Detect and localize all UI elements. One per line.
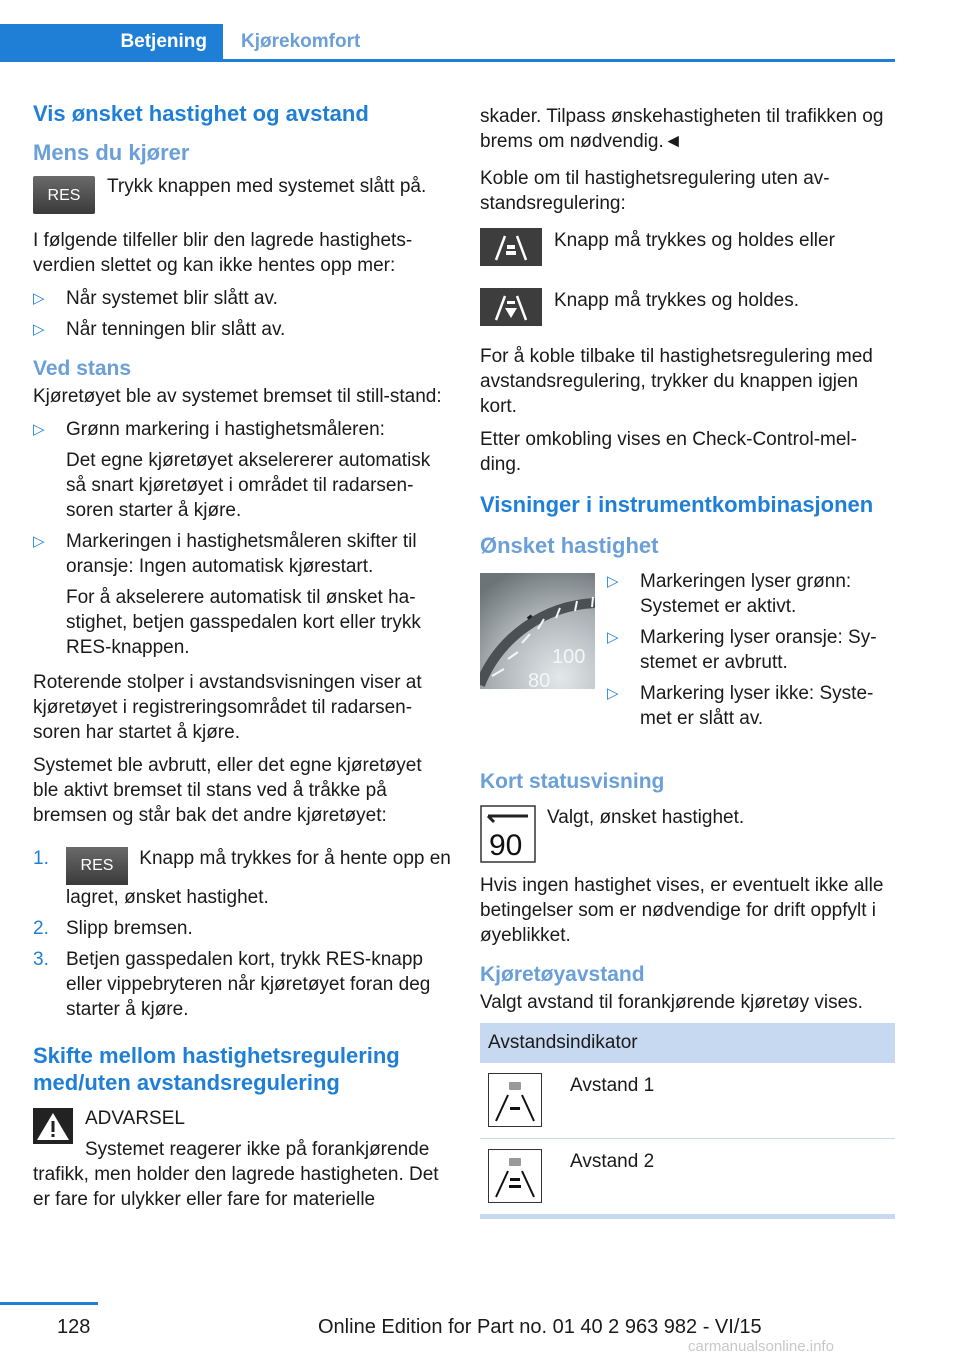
header-rule: [223, 59, 895, 62]
status-row: [480, 805, 895, 861]
list-item: [33, 529, 451, 660]
list-item: ▷ Når tenningen blir slått av.: [33, 317, 451, 342]
heading-visninger: Visninger i instrumentkombinasjonen: [480, 492, 874, 517]
speedo-label-100: 100: [552, 646, 586, 668]
table-header: Avstandsindikator: [480, 1023, 895, 1063]
para-koble: Koble om til hastighetsregulering uten av-standsregulering:: [480, 168, 830, 214]
res-button-text: Trykk knappen med systemet slått på.: [107, 176, 427, 197]
page-number: 128: [57, 1316, 91, 1338]
heading-skifte: Skifte mellom hastighetsregulering med/uten avstandsregulering: [33, 1043, 400, 1095]
distance-2-icon: [488, 1149, 542, 1203]
list-slettet: [33, 286, 451, 342]
footer-rule: [0, 1302, 98, 1305]
list-item-main: ▷ Markeringen i hastighetsmåleren skifter til oransje: Ingen automatisk kjørestart.: [66, 531, 417, 577]
list-markering: [607, 569, 895, 737]
acc-button-icon: [480, 288, 542, 326]
para-stans: Kjøretøyet ble av systemet bremset til still-stand:: [33, 386, 442, 407]
list-item: ▷ Markering lyser oransje: Sy-stemet er avbrutt.: [607, 625, 895, 675]
heading-mens-du-kjorer: Mens du kjører: [33, 140, 190, 165]
para-valgt: Valgt avstand til forankjørende kjøretøy vises.: [480, 992, 863, 1013]
acc-button-row-2: [480, 288, 895, 328]
step-number: 2.: [33, 918, 49, 939]
status-text: Valgt, ønsket hastighet.: [547, 807, 745, 828]
acc-button-text-1: Knapp må trykkes og holdes eller: [554, 230, 835, 251]
step-number: 3.: [33, 949, 49, 970]
tab-kjorekomfort[interactable]: Kjørekomfort: [241, 31, 361, 52]
steps-list: [33, 846, 451, 1022]
watermark: carmanualsonline.info: [688, 1338, 834, 1355]
tab-betjening-label: Betjening: [120, 31, 207, 52]
res-button-icon: RES: [66, 847, 128, 885]
list-item: ▷ Markeringen lyser grønn: Systemet er aktivt.: [607, 569, 895, 619]
list-item: ▷ Markering lyser ikke: Syste-met er slått av.: [607, 681, 895, 731]
edition-text: Online Edition for Part no. 01 40 2 963 982 - VI/15: [318, 1316, 762, 1338]
step-item: [33, 947, 451, 1022]
warning-text: Systemet reagerer ikke på forankjørende trafikk, men holder den lagrede hastigheten. Det er fare for ulykker eller fare for materielle: [33, 1139, 439, 1210]
distance-1-icon: [488, 1073, 542, 1127]
acc-button-icon: [480, 228, 542, 266]
speedo-section: [480, 569, 895, 747]
warning-title: ADVARSEL: [85, 1108, 185, 1129]
para-hvis: Hvis ingen hastighet vises, er eventuelt ikke alle betingelser som er nødvendige for drift oppfylt i øyeblikket.: [480, 875, 884, 946]
speedometer-image: [480, 573, 595, 689]
header-tabs: [0, 24, 895, 62]
step-item: [33, 846, 451, 910]
step-number: 1.: [33, 848, 49, 869]
heading-vis-onsket: Vis ønsket hastighet og avstand: [33, 101, 369, 126]
list-item-sub: For å akselerere automatisk til ønsket ha-stighet, betjen gasspedalen kort eller trykk RES-knappen.: [66, 587, 421, 658]
row-label: Avstand 1: [570, 1075, 655, 1096]
step-text: Slipp bremsen.: [66, 918, 193, 939]
heading-kort-status: Kort statusvisning: [480, 770, 665, 793]
right-column: [480, 104, 895, 1219]
list-item: ▷ Når systemet blir slått av.: [33, 286, 451, 311]
heading-ved-stans: Ved stans: [33, 357, 132, 380]
para-tilbake: For å koble tilbake til hastighetsregulering med avstandsregulering, trykker du knappen igjen kort.: [480, 346, 873, 417]
distance-table: [480, 1023, 895, 1219]
tab-betjening[interactable]: [0, 24, 223, 62]
list-item: [33, 417, 451, 523]
acc-button-row-1: [480, 228, 895, 268]
table-row: [480, 1063, 895, 1139]
res-button-row: [33, 174, 451, 214]
warning-block: [33, 1106, 451, 1131]
step-text: Betjen gasspedalen kort, trykk RES-knapp eller vippebryteren når kjøretøyet foran deg starter å kjøre.: [66, 949, 431, 1020]
row-label: Avstand 2: [570, 1151, 655, 1172]
speedo-label-80: 80: [528, 670, 551, 689]
acc-button-text-2: Knapp må trykkes og holdes.: [554, 290, 800, 311]
step-text: Knapp må trykkes for å hente opp en lagret, ønsket hastighet.: [66, 848, 451, 908]
warning-icon: [33, 1108, 73, 1144]
para-tilfeller: I følgende tilfeller blir den lagrede hastighets-verdien slettet og kan ikke hentes opp mer:: [33, 230, 413, 276]
para-roterende: Roterende stolper i avstandsvisningen viser at kjøretøyet i registreringsområdet til radarsen-soren har startet å kjøre.: [33, 672, 422, 743]
para-etter: Etter omkobling vises en Check-Control-mel-ding.: [480, 429, 857, 475]
res-button-icon: RES: [33, 176, 95, 214]
speed-display-number: 90: [489, 829, 523, 862]
list-stans: [33, 417, 451, 660]
list-item-sub: Det egne kjøretøyet akselererer automatisk så snart kjøretøyet i området til radarsen-soren starter å kjøre.: [66, 450, 431, 521]
table-bottom-rule: [480, 1215, 895, 1219]
left-column: [33, 100, 451, 1212]
heading-onsket-hastighet: Ønsket hastighet: [480, 533, 659, 558]
para-avbrutt: Systemet ble avbrutt, eller det egne kjøretøyet ble aktivt bremset til stans ved å tråkke på bremsen og står bak det andre kjøretøyet:: [33, 755, 422, 826]
heading-kjoretoyavstand: Kjøretøyavstand: [480, 963, 645, 986]
list-item-main: ▷ Grønn markering i hastighetsmåleren:: [66, 419, 385, 440]
table-row: [480, 1139, 895, 1215]
speed-display-icon: [480, 805, 536, 863]
para-skader: skader. Tilpass ønskehastigheten til trafikken og brems om nødvendig.◄: [480, 106, 884, 152]
step-item: [33, 916, 451, 941]
